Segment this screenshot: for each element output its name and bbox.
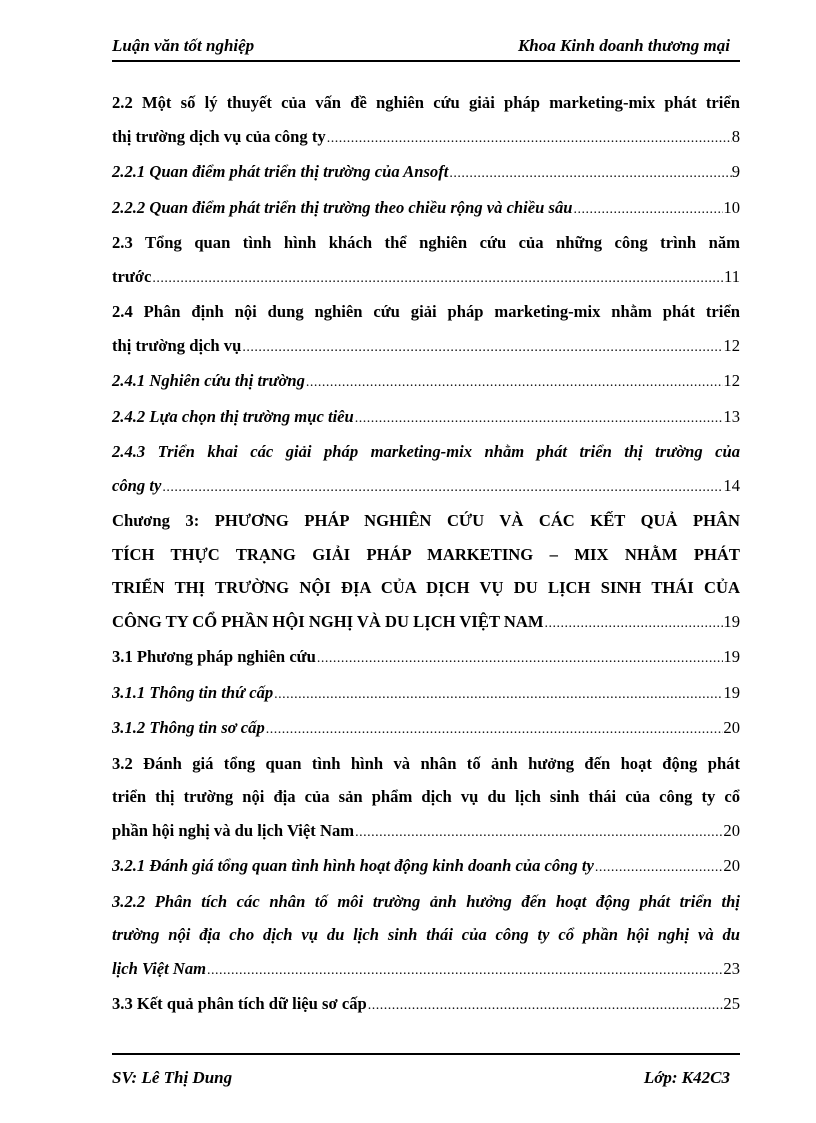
toc-entry-line: 3.2.2 Phân tích các nhân tố môi trường ảnh hưởng đến hoạt động phát triển thị <box>112 891 740 911</box>
toc-entry[interactable] <box>112 400 740 436</box>
toc-page-number: 19 <box>723 611 740 631</box>
toc-entry[interactable] <box>112 711 740 747</box>
toc-dot-leader <box>273 678 723 712</box>
toc-entry-line: TÍCH THỰC TRẠNG GIẢI PHÁP MARKETING – MIX NHẰM PHÁT <box>112 544 740 564</box>
toc-entry-line: 2.2 Một số lý thuyết của vấn đề nghiên cứu giải pháp marketing-mix phát triển <box>112 93 740 112</box>
toc-page-number: 13 <box>723 406 740 426</box>
toc-entry[interactable] <box>112 295 740 364</box>
toc-page-number: 12 <box>723 371 740 390</box>
toc-page-number: 9 <box>731 162 740 181</box>
toc-entry-title: trước <box>112 266 152 286</box>
toc-page-number: 8 <box>731 126 740 146</box>
footer-student-name: SV: Lê Thị Dung <box>112 1068 233 1087</box>
toc-entry-title: 2.4.2 Lựa chọn thị trường mục tiêu <box>112 406 354 426</box>
toc-entry-title: 3.3 Kết quả phân tích dữ liệu sơ cấp <box>112 994 367 1013</box>
toc-page-number: 23 <box>723 958 740 978</box>
footer-class: Lớp: K42C3 <box>643 1068 730 1087</box>
toc-dot-leader <box>367 989 724 1023</box>
toc-dot-leader <box>544 607 724 641</box>
toc-entry-title: CÔNG TY CỔ PHẦN HỘI NGHỊ VÀ DU LỊCH VIỆT NAM <box>112 611 544 631</box>
toc-dot-leader <box>161 471 723 505</box>
toc-dot-leader <box>448 157 731 191</box>
toc-entry-title: 2.4.1 Nghiên cứu thị trường <box>112 371 305 390</box>
toc-entry[interactable] <box>112 504 740 640</box>
toc-entry-title: 3.1 Phương pháp nghiên cứu <box>112 647 316 666</box>
toc-entry-title: 2.2.1 Quan điểm phát triển thị trường của Ansoft <box>112 162 449 181</box>
toc-entry-title: thị trường dịch vụ của công ty <box>112 126 326 146</box>
toc-page-number: 20 <box>723 856 740 875</box>
toc-dot-leader <box>354 816 723 850</box>
toc-entry-title: 3.1.2 Thông tin sơ cấp <box>112 718 265 737</box>
toc-page-number: 20 <box>723 820 740 840</box>
toc-page-number: 12 <box>723 335 740 355</box>
toc-entry-line: 2.4 Phân định nội dung nghiên cứu giải pháp marketing-mix nhằm phát triển <box>112 302 740 321</box>
toc-entry-line: 3.2 Đánh giá tổng quan tình hình và nhân tố ảnh hưởng đến hoạt động phát <box>112 753 740 773</box>
toc-entry-title: phần hội nghị và du lịch Việt Nam <box>112 820 355 840</box>
toc-entry[interactable] <box>112 640 740 676</box>
table-of-contents <box>112 86 740 1023</box>
toc-entry-title: 2.2.2 Quan điểm phát triển thị trường theo chiều rộng và chiều sâu <box>112 197 573 217</box>
toc-entry[interactable] <box>112 155 740 191</box>
toc-dot-leader <box>206 954 723 988</box>
toc-dot-leader <box>594 851 724 885</box>
toc-entry[interactable] <box>112 364 740 400</box>
toc-page-number: 25 <box>723 994 740 1013</box>
header-faculty: Khoa Kinh doanh thương mại <box>517 36 730 55</box>
toc-entry-line: Chương 3: PHƯƠNG PHÁP NGHIÊN CỨU VÀ CÁC KẾT QUẢ PHÂN <box>112 511 740 530</box>
toc-entry-line: trường nội địa cho dịch vụ du lịch sinh thái của công ty cổ phần hội nghị và du <box>112 925 740 944</box>
toc-entry-line: triển thị trường nội địa của sản phẩm dịch vụ du lịch sinh thái của công ty cổ <box>112 787 740 806</box>
toc-entry-line: 2.3 Tổng quan tình hình khách thể nghiên cứu của những công trình năm <box>112 233 740 252</box>
toc-entry-title: 3.2.1 Đánh giá tổng quan tình hình hoạt động kinh doanh của công ty <box>112 856 594 875</box>
toc-dot-leader <box>326 122 732 156</box>
toc-page-number: 20 <box>723 718 740 737</box>
toc-page-number: 10 <box>723 197 740 217</box>
toc-page-number: 11 <box>724 266 740 286</box>
toc-entry-line: 2.4.3 Triển khai các giải pháp marketing-mix nhằm phát triển thị trường của <box>112 442 740 461</box>
toc-page-number: 14 <box>723 475 740 495</box>
toc-entry[interactable] <box>112 191 740 227</box>
toc-dot-leader <box>265 713 724 747</box>
page-footer <box>112 1053 740 1099</box>
toc-page-number: 19 <box>723 647 740 666</box>
toc-dot-leader <box>241 331 723 365</box>
page-header <box>112 30 740 62</box>
toc-entry[interactable] <box>112 987 740 1023</box>
toc-entry[interactable] <box>112 86 740 155</box>
toc-entry[interactable] <box>112 676 740 712</box>
toc-entry[interactable] <box>112 849 740 885</box>
toc-entry-title: công ty <box>112 475 162 495</box>
toc-entry-title: thị trường dịch vụ <box>112 335 242 355</box>
toc-page-number: 19 <box>723 682 740 702</box>
toc-entry[interactable] <box>112 435 740 504</box>
toc-entry[interactable] <box>112 226 740 295</box>
toc-entry-line: TRIỂN THỊ TRƯỜNG NỘI ĐỊA CỦA DỊCH VỤ DU LỊCH SINH THÁI CỦA <box>112 578 740 597</box>
toc-dot-leader <box>354 402 724 436</box>
toc-dot-leader <box>573 193 724 227</box>
toc-entry[interactable] <box>112 885 740 988</box>
header-thesis-title: Luận văn tốt nghiệp <box>112 36 255 55</box>
toc-entry[interactable] <box>112 747 740 850</box>
toc-entry-title: 3.1.1 Thông tin thứ cấp <box>112 682 274 702</box>
toc-dot-leader <box>305 366 723 400</box>
toc-dot-leader <box>316 642 724 676</box>
toc-dot-leader <box>151 262 724 296</box>
toc-entry-title: lịch Việt Nam <box>112 958 207 978</box>
